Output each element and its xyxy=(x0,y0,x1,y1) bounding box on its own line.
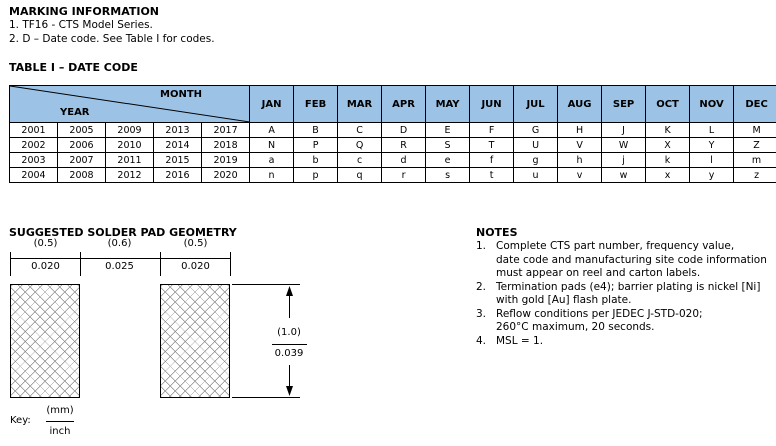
note-item xyxy=(476,308,772,335)
height-mm: (1.0) xyxy=(277,327,301,338)
code-cell: H xyxy=(558,123,602,138)
note-number: 4. xyxy=(476,334,487,347)
pad1-inch: 0.020 xyxy=(31,261,60,272)
code-cell: P xyxy=(294,138,338,153)
note-line: MSL = 1. xyxy=(496,334,544,347)
code-cell: e xyxy=(426,153,470,168)
code-cell: W xyxy=(602,138,646,153)
month-header: NOV xyxy=(690,86,734,123)
notes-list xyxy=(476,240,772,348)
code-cell: M xyxy=(734,123,776,138)
code-cell: j xyxy=(602,153,646,168)
gap-mm: (0.6) xyxy=(107,238,132,249)
year-cell: 2020 xyxy=(202,168,250,183)
code-cell: x xyxy=(646,168,690,183)
code-cell: r xyxy=(382,168,426,183)
code-cell: p xyxy=(294,168,338,183)
note-line: must appear on reel and carton labels. xyxy=(496,267,701,279)
code-cell: b xyxy=(294,153,338,168)
code-cell: l xyxy=(690,153,734,168)
solder-pad-right xyxy=(160,284,230,398)
month-header: JUN xyxy=(470,86,514,123)
code-cell: N xyxy=(250,138,294,153)
year-cell: 2019 xyxy=(202,153,250,168)
code-cell: q xyxy=(338,168,382,183)
month-header: JUL xyxy=(514,86,558,123)
note-item xyxy=(476,240,772,281)
month-header: OCT xyxy=(646,86,690,123)
year-cell: 2005 xyxy=(58,123,106,138)
code-cell: F xyxy=(470,123,514,138)
note-number: 3. xyxy=(476,307,487,320)
code-cell: y xyxy=(690,168,734,183)
code-cell: Z xyxy=(734,138,776,153)
code-cell: B xyxy=(294,123,338,138)
year-cell: 2009 xyxy=(106,123,154,138)
code-cell: d xyxy=(382,153,426,168)
code-cell: T xyxy=(470,138,514,153)
code-cell: w xyxy=(602,168,646,183)
note-number: 1. xyxy=(476,240,487,252)
year-label: YEAR xyxy=(60,107,90,118)
note-line: with gold [Au] flash plate. xyxy=(496,294,632,306)
year-cell: 2002 xyxy=(10,138,58,153)
marking-line-2: 2. D – Date code. See Table I for codes. xyxy=(9,33,215,45)
code-cell: Y xyxy=(690,138,734,153)
year-cell: 2004 xyxy=(10,168,58,183)
code-cell: z xyxy=(734,168,776,183)
year-cell: 2014 xyxy=(154,138,202,153)
code-cell: U xyxy=(514,138,558,153)
code-cell: A xyxy=(250,123,294,138)
code-cell: X xyxy=(646,138,690,153)
key-label: Key: xyxy=(10,415,31,426)
pad1-mm: (0.5) xyxy=(33,238,58,249)
key-mm: (mm) xyxy=(46,405,74,416)
code-cell: G xyxy=(514,123,558,138)
code-cell: a xyxy=(250,153,294,168)
year-cell: 2006 xyxy=(58,138,106,153)
code-cell: C xyxy=(338,123,382,138)
marking-title: MARKING INFORMATION xyxy=(9,5,160,18)
code-cell: s xyxy=(426,168,470,183)
solder-pad-left xyxy=(10,284,80,398)
year-cell: 2010 xyxy=(106,138,154,153)
year-cell: 2001 xyxy=(10,123,58,138)
year-cell: 2016 xyxy=(154,168,202,183)
table-title: TABLE I – DATE CODE xyxy=(9,61,138,74)
notes-title: NOTES xyxy=(476,226,518,239)
note-line: Complete CTS part number, frequency value, xyxy=(496,240,735,252)
note-line: Termination pads (e4); barrier plating is nickel [Ni] xyxy=(496,280,761,293)
pad2-inch: 0.020 xyxy=(181,261,210,272)
pad2-mm: (0.5) xyxy=(183,238,208,249)
code-cell: k xyxy=(646,153,690,168)
year-cell: 2007 xyxy=(58,153,106,168)
note-item xyxy=(476,335,772,349)
code-cell: Q xyxy=(338,138,382,153)
year-cell: 2018 xyxy=(202,138,250,153)
month-header: DEC xyxy=(734,86,776,123)
code-cell: S xyxy=(426,138,470,153)
year-cell: 2003 xyxy=(10,153,58,168)
code-cell: v xyxy=(558,168,602,183)
month-header: SEP xyxy=(602,86,646,123)
code-cell: t xyxy=(470,168,514,183)
code-cell: f xyxy=(470,153,514,168)
code-cell: g xyxy=(514,153,558,168)
note-line: 260°C maximum, 20 seconds. xyxy=(496,321,655,333)
month-label: MONTH xyxy=(160,89,203,100)
height-inch: 0.039 xyxy=(274,348,304,359)
code-cell: L xyxy=(690,123,734,138)
month-header: JAN xyxy=(250,86,294,123)
solder-title: SUGGESTED SOLDER PAD GEOMETRY xyxy=(9,226,237,239)
code-cell: V xyxy=(558,138,602,153)
year-cell: 2017 xyxy=(202,123,250,138)
code-cell: m xyxy=(734,153,776,168)
year-cell: 2015 xyxy=(154,153,202,168)
code-cell: E xyxy=(426,123,470,138)
code-cell: D xyxy=(382,123,426,138)
month-header: MAY xyxy=(426,86,470,123)
marking-line-1: 1. TF16 - CTS Model Series. xyxy=(9,19,153,31)
note-line: Reflow conditions per JEDEC J-STD-020; xyxy=(496,307,703,320)
month-header: APR xyxy=(382,86,426,123)
key-inch: inch xyxy=(49,426,71,437)
year-cell: 2011 xyxy=(106,153,154,168)
note-number: 2. xyxy=(476,280,487,293)
code-cell: u xyxy=(514,168,558,183)
code-cell: n xyxy=(250,168,294,183)
code-cell: h xyxy=(558,153,602,168)
code-cell: c xyxy=(338,153,382,168)
note-item xyxy=(476,281,772,308)
year-cell: 2012 xyxy=(106,168,154,183)
note-line: date code and manufacturing site code information xyxy=(496,253,767,266)
code-cell: K xyxy=(646,123,690,138)
month-header: MAR xyxy=(338,86,382,123)
year-cell: 2008 xyxy=(58,168,106,183)
code-cell: R xyxy=(382,138,426,153)
code-cell: J xyxy=(602,123,646,138)
year-cell: 2013 xyxy=(154,123,202,138)
month-header: AUG xyxy=(558,86,602,123)
month-header: FEB xyxy=(294,86,338,123)
gap-inch: 0.025 xyxy=(105,261,134,272)
